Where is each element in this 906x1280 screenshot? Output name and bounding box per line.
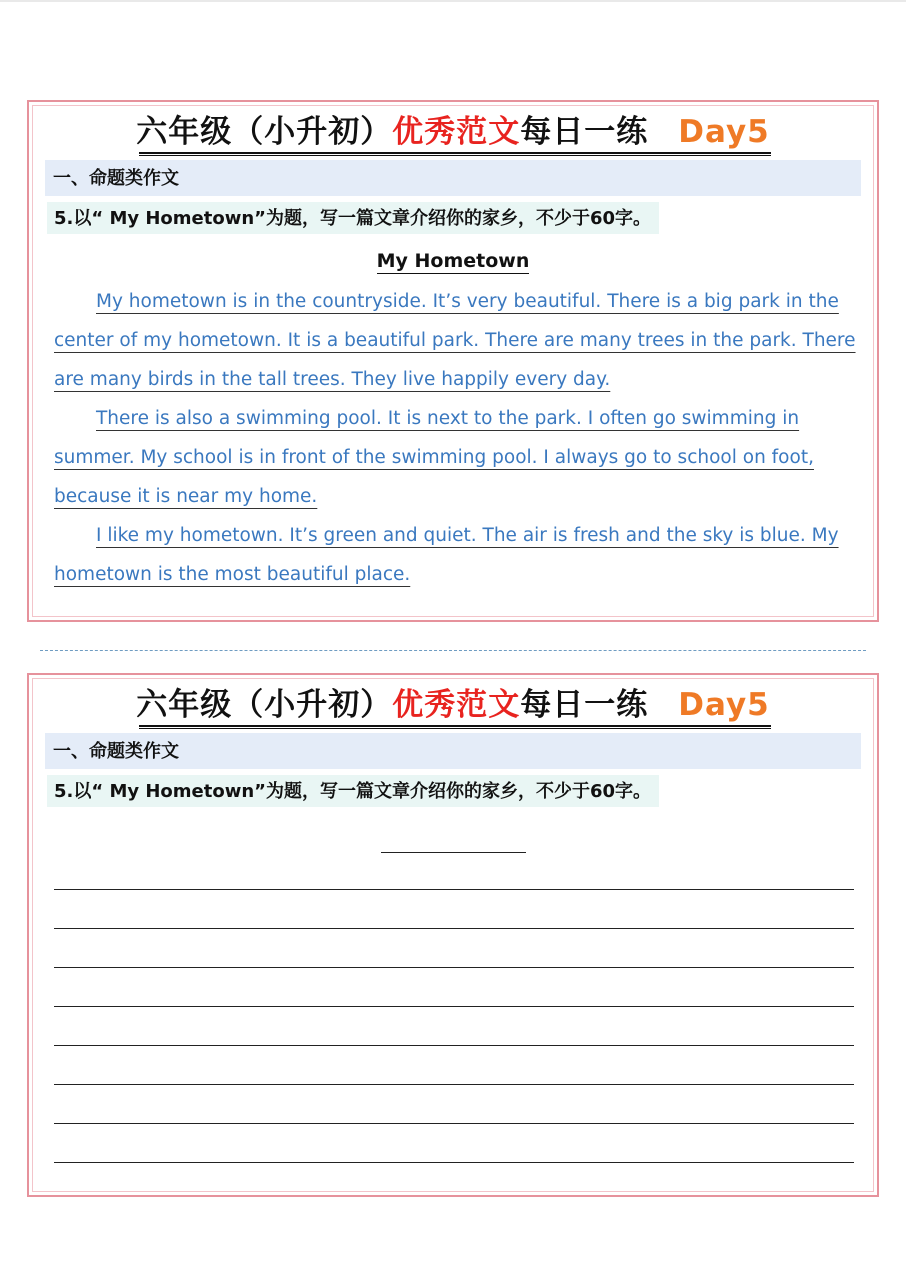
essay-title <box>29 248 877 274</box>
category-heading: 一、命题类作文 <box>45 160 861 196</box>
title-underline <box>139 152 771 156</box>
essay-title-text: My Hometown <box>376 250 530 272</box>
essay-paragraph-text: I like my hometown. It’s green and quiet. The air is fresh and the sky is blue. My hometown is the most beautiful place. <box>54 525 839 585</box>
worksheet-title <box>29 685 877 725</box>
writing-prompt: 5.以“ My Hometown”为题，写一篇文章介绍你的家乡，不少于60字。 <box>47 202 659 234</box>
title-daily-practice: 每日一练 <box>520 687 649 723</box>
title-highlight: 优秀范文 <box>392 114 521 150</box>
essay-paragraph <box>54 516 859 594</box>
writing-line[interactable] <box>54 1045 854 1046</box>
title-underline <box>139 725 771 729</box>
writing-line[interactable] <box>54 1084 854 1085</box>
essay-paragraph-text: My hometown is in the countryside. It’s very beautiful. There is a big park in the center of my hometown. It is a beautiful park. There are many trees in the park. There are many birds in the tall trees. They live happily every day. <box>54 291 856 390</box>
day-label: Day5 <box>678 687 770 723</box>
title-blank-line[interactable] <box>381 852 526 853</box>
writing-prompt: 5.以“ My Hometown”为题，写一篇文章介绍你的家乡，不少于60字。 <box>47 775 659 807</box>
writing-line[interactable] <box>54 1123 854 1124</box>
essay-paragraph-text: There is also a swimming pool. It is next to the park. I often go swimming in summer. My school is in front of the swimming pool. I always go to school on foot, because it is near my home. <box>54 408 814 507</box>
writing-line[interactable] <box>54 1162 854 1163</box>
writing-line[interactable] <box>54 967 854 968</box>
title-daily-practice: 每日一练 <box>520 114 649 150</box>
essay-paragraph <box>54 399 859 516</box>
title-highlight: 优秀范文 <box>392 687 521 723</box>
category-heading: 一、命题类作文 <box>45 733 861 769</box>
practice-panel <box>27 673 879 1197</box>
writing-line[interactable] <box>54 889 854 890</box>
writing-line[interactable] <box>54 1006 854 1007</box>
worksheet-title <box>29 112 877 152</box>
title-grade: 六年级（小升初） <box>136 114 393 150</box>
day-label: Day5 <box>678 114 770 150</box>
model-essay-panel <box>27 100 879 622</box>
essay-body <box>54 282 859 594</box>
essay-paragraph <box>54 282 859 399</box>
title-grade: 六年级（小升初） <box>136 687 393 723</box>
page-top-edge <box>0 0 906 2</box>
writing-line[interactable] <box>54 928 854 929</box>
dashed-divider <box>40 650 866 651</box>
